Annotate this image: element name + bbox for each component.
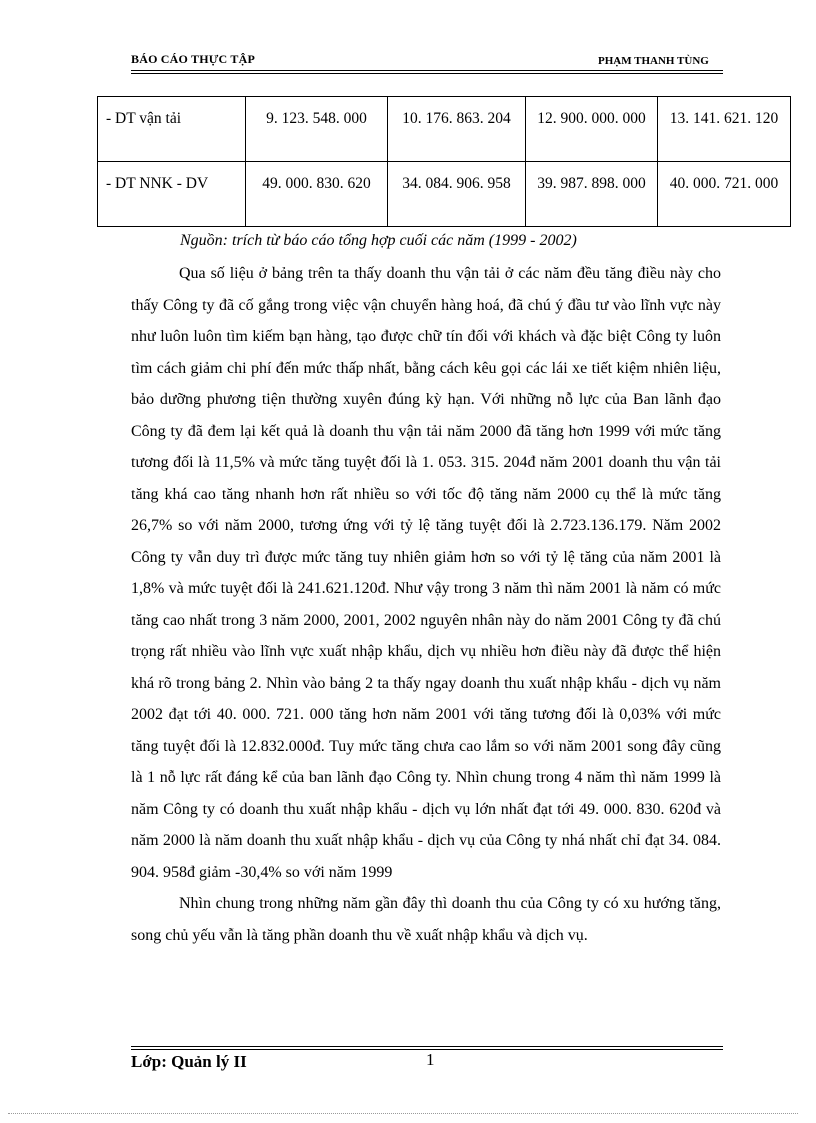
page-edge-divider: [8, 1113, 798, 1114]
revenue-table: [97, 96, 791, 227]
paragraph: Qua số liệu ở bảng trên ta thấy doanh thu vận tải ở các năm đều tăng điều này cho thấy Công ty đã cố gắng trong việc vận chuyển hàng hoá, đã chú ý đầu tư vào lĩnh vực này như luôn luôn tìm kiếm bạn hàng, tạo được chữ tín đối với khách và đặc biệt Công ty luôn tìm cách giảm chi phí đến mức thấp nhất, bằng cách kêu gọi các lái xe tiết kiệm nhiên liệu, bảo dưỡng phương tiện thường xuyên đúng kỳ hạn. Với những nỗ lực của Ban lãnh đạo Công ty đã đem lại kết quả là doanh thu vận tải năm 2000 đã tăng hơn 1999 với mức tăng tương đối là 11,5% và mức tăng tuyệt đối là 1. 053. 315. 204đ năm 2001 doanh thu vận tải tăng khá cao tăng nhanh hơn rất nhiều so với tốc độ tăng năm 2000 cụ thể là mức tăng 26,7% so với năm 2000, tương ứng với tỷ lệ tăng tuyệt đối là 2.723.136.179. Năm 2002 Công ty vẫn duy trì được mức tăng tuy nhiên giảm hơn so với tỷ lệ tăng của năm 2001 là 1,8% và mức tuyệt đối là 241.621.120đ. Như vậy trong 3 năm thì năm 2001 là năm có mức tăng cao nhất trong 3 năm 2000, 2001, 2002 nguyên nhân này do năm 2001 Công ty đã chú trọng rất nhiều vào lĩnh vực xuất nhập khẩu, dịch vụ nhiều hơn điều này đã được thể hiện khá rõ trong bảng 2. Nhìn vào bảng 2 ta thấy ngay doanh thu xuất nhập khẩu - dịch vụ năm 2002 đạt tới 40. 000. 721. 000 tăng hơn năm 2001 với tăng tương đối là 0,03% với mức tăng tuyệt đối là 12.832.000đ. Tuy mức tăng chưa cao lắm so với năm 2001 song đây cũng là 1 nỗ lực rất đáng kể của ban lãnh đạo Công ty. Nhìn chung trong 4 năm thì năm 1999 là năm Công ty có doanh thu xuất nhập khẩu - dịch vụ lớn nhất đạt tới 49. 000. 830. 620đ và năm 2000 là năm doanh thu xuất nhập khẩu - dịch vụ của Công ty nhá nhất chỉ đạt 34. 084. 904. 958đ giảm -30,4% so với năm 1999: [131, 265, 721, 881]
table-cell: 40. 000. 721. 000: [658, 162, 791, 227]
table-cell: 9. 123. 548. 000: [246, 97, 388, 162]
table-source-note: Nguồn: trích từ báo cáo tổng hợp cuối các năm (1999 - 2002): [180, 232, 577, 249]
table-cell: 10. 176. 863. 204: [388, 97, 526, 162]
table-cell: 39. 987. 898. 000: [526, 162, 658, 227]
header-author: PHẠM THANH TÙNG: [598, 55, 709, 67]
body-text: [131, 258, 721, 951]
paragraph: Nhìn chung trong những năm gần đây thì doanh thu của Công ty có xu hướng tăng, song chủ yếu vẫn là tăng phần doanh thu về xuất nhập khẩu và dịch vụ.: [131, 895, 721, 944]
table-cell: - DT NNK - DV: [98, 162, 246, 227]
table-row: [98, 97, 791, 162]
header-report-title: BÁO CÁO THỰC TẬP: [131, 52, 255, 66]
table-cell: 13. 141. 621. 120: [658, 97, 791, 162]
table-cell: 12. 900. 000. 000: [526, 97, 658, 162]
footer-class-label: Lớp: Quản lý II: [131, 1052, 247, 1071]
table-cell: 49. 000. 830. 620: [246, 162, 388, 227]
table-cell: 34. 084. 906. 958: [388, 162, 526, 227]
header-rule: [131, 70, 723, 74]
table-row: [98, 162, 791, 227]
table-cell: - DT vận tải: [98, 97, 246, 162]
page-number: 1: [426, 1050, 435, 1069]
